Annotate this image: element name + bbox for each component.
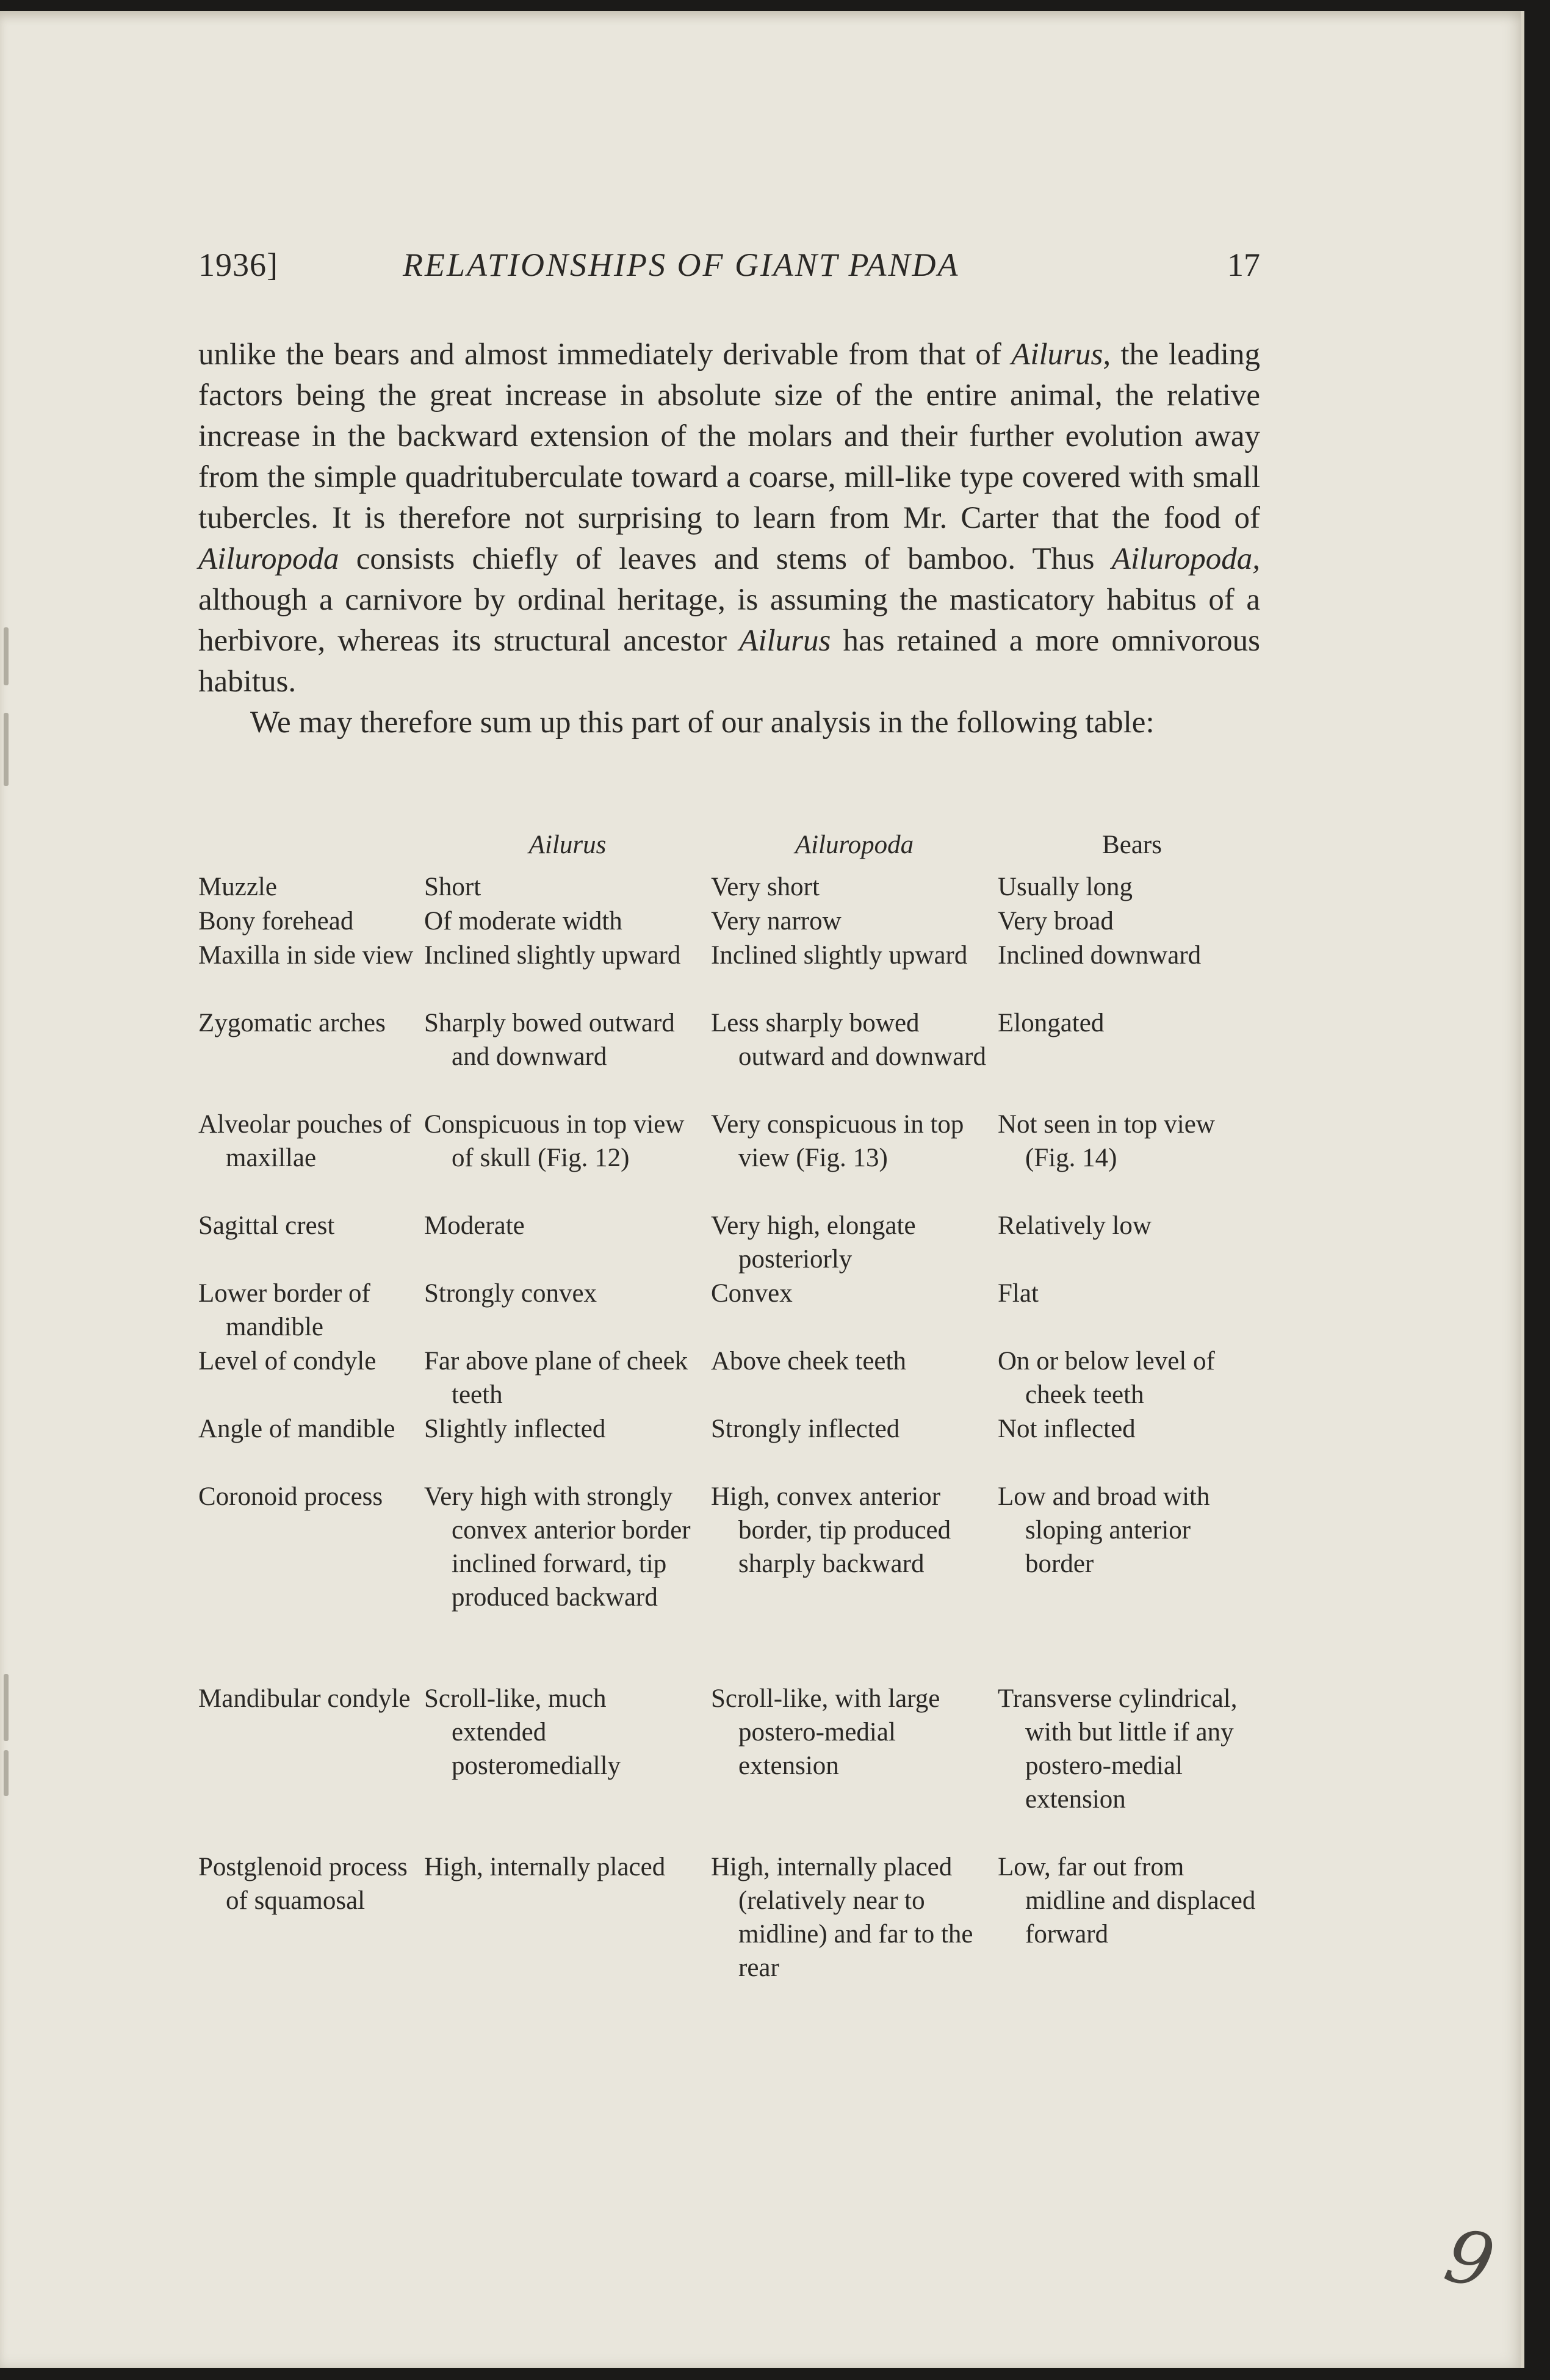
cell-text: Elongated	[998, 1009, 1105, 1037]
ailuropoda-cell	[711, 1412, 998, 1480]
bears-cell	[998, 939, 1266, 1006]
ailuropoda-cell	[711, 1344, 998, 1412]
bears-cell	[998, 1108, 1266, 1209]
page-edge	[1521, 11, 1524, 2368]
running-head	[198, 246, 1260, 289]
header-ailuropoda: Ailuropoda	[795, 831, 914, 859]
ailuropoda-cell	[711, 1480, 998, 1682]
ailurus-cell	[424, 870, 711, 904]
header-ailurus: Ailurus	[528, 831, 607, 859]
cell-text: Alveolar pouches of maxillae	[198, 1110, 411, 1172]
table-row	[198, 1480, 1266, 1682]
cell-text: Not inflected	[998, 1415, 1136, 1443]
ailuropoda-cell	[711, 870, 998, 904]
cell-text: Maxilla in side view	[198, 941, 414, 970]
paragraph-2: We may therefore sum up this part of our analysis in the following table:	[250, 705, 1155, 740]
table-row	[198, 1850, 1266, 1985]
character-cell	[198, 1480, 424, 1682]
ailurus-cell	[424, 1006, 711, 1108]
bears-cell	[998, 1850, 1266, 1985]
bears-cell	[998, 1209, 1266, 1277]
ailuropoda-cell	[711, 939, 998, 1006]
ailuropoda-cell	[711, 1277, 998, 1344]
cell-text: Usually long	[998, 873, 1133, 901]
cell-text: Inclined downward	[998, 941, 1202, 970]
pencil-annotation: 9	[1438, 2213, 1501, 2306]
cell-text: Low and broad with sloping anterior border	[998, 1482, 1210, 1578]
ailuropoda-cell	[711, 1006, 998, 1108]
page-number: 17	[1227, 247, 1260, 283]
cell-text: Conspicuous in top view of skull (Fig. 12)	[424, 1110, 685, 1172]
cell-text: Bony forehead	[198, 907, 354, 936]
ailurus-cell	[424, 1277, 711, 1344]
table-row	[198, 1277, 1266, 1344]
character-cell	[198, 1108, 424, 1209]
text-run: unlike the bears and almost immediately derivable from that of	[198, 337, 1012, 372]
bears-cell	[998, 1006, 1266, 1108]
cell-text: Mandibular condyle	[198, 1684, 411, 1713]
cell-text: Muzzle	[198, 873, 277, 901]
cell-text: Level of condyle	[198, 1347, 377, 1376]
cell-text: Very short	[711, 873, 820, 901]
character-cell	[198, 870, 424, 904]
ailurus-cell	[424, 1480, 711, 1682]
header-bears: Bears	[1102, 831, 1162, 859]
cell-text: Short	[424, 873, 481, 901]
ailurus-cell	[424, 1209, 711, 1277]
character-cell	[198, 1209, 424, 1277]
cell-text: Flat	[998, 1279, 1039, 1308]
body-text	[198, 334, 1260, 743]
ailurus-cell	[424, 1344, 711, 1412]
cell-text: Slightly inflected	[424, 1415, 606, 1443]
table-row	[198, 939, 1266, 1006]
book-page	[0, 11, 1524, 2368]
cell-text: Not seen in top view (Fig. 14)	[998, 1110, 1215, 1172]
bears-cell	[998, 1682, 1266, 1850]
character-cell	[198, 904, 424, 939]
table-row	[198, 1344, 1266, 1412]
cell-text: Very conspicuous in top view (Fig. 13)	[711, 1110, 964, 1172]
header-character	[198, 823, 424, 870]
comparison-table	[198, 823, 1266, 1985]
genus-name: Ailurus	[739, 624, 831, 658]
ailuropoda-cell	[711, 904, 998, 939]
bears-cell	[998, 1344, 1266, 1412]
table-row	[198, 1108, 1266, 1209]
cell-text: Less sharply bowed outward and downward	[711, 1009, 987, 1071]
binding-mark	[4, 1674, 9, 1741]
binding-mark	[4, 713, 9, 786]
text-run: consists chiefly of leaves and stems of bamboo. Thus	[339, 542, 1112, 576]
character-cell	[198, 1344, 424, 1412]
ailuropoda-cell	[711, 1682, 998, 1850]
table-row	[198, 1412, 1266, 1480]
text-run: has retained a more omnivorous habitus.	[198, 624, 1261, 699]
cell-text: Very high with strongly convex anterior border inclined forward, tip produced backward	[424, 1482, 691, 1612]
cell-text: Moderate	[424, 1211, 525, 1240]
ailurus-cell	[424, 1850, 711, 1985]
cell-text: Above cheek teeth	[711, 1347, 906, 1376]
cell-text: High, convex anterior border, tip produced sharply backward	[711, 1482, 951, 1578]
cell-text: Postglenoid process of squamosal	[198, 1853, 408, 1915]
cell-text: Coronoid process	[198, 1482, 383, 1511]
cell-text: High, internally placed (relatively near to midline) and far to the rear	[711, 1853, 973, 1982]
ailuropoda-cell	[711, 1209, 998, 1277]
cell-text: Sharply bowed outward and downward	[424, 1009, 675, 1071]
cell-text: Convex	[711, 1279, 793, 1308]
character-cell	[198, 1277, 424, 1344]
ailuropoda-cell	[711, 1108, 998, 1209]
ailuropoda-cell	[711, 1850, 998, 1985]
character-cell	[198, 1006, 424, 1108]
genus-name: Ailurus,	[1011, 337, 1111, 372]
cell-text: Scroll-like, much extended posteromedially	[424, 1684, 621, 1780]
bears-cell	[998, 870, 1266, 904]
ailurus-cell	[424, 1108, 711, 1209]
character-cell	[198, 1412, 424, 1480]
cell-text: Lower border of mandible	[198, 1279, 370, 1341]
table-row	[198, 904, 1266, 939]
cell-text: Inclined slightly upward	[711, 941, 968, 970]
text-run: the leading factors being the great increase in absolute size of the entire animal, the relative increase in the backward extension of the molars and their further evolution away from the simple quadrituberculate toward a coarse, mill-like type covered with small tubercles. It is therefore not surprising to learn from Mr. Carter that the food of	[198, 337, 1261, 535]
genus-name: Ailuropoda,	[1111, 542, 1260, 576]
cell-text: Very narrow	[711, 907, 842, 936]
table-row	[198, 1006, 1266, 1108]
cell-text: Low, far out from midline and displaced forward	[998, 1853, 1256, 1949]
table-row	[198, 1682, 1266, 1850]
character-cell	[198, 1850, 424, 1985]
running-head-year: 1936]	[198, 247, 278, 283]
cell-text: Transverse cylindrical, with but little if any postero-medial extension	[998, 1684, 1238, 1814]
cell-text: Far above plane of cheek teeth	[424, 1347, 688, 1409]
bears-cell	[998, 1277, 1266, 1344]
ailurus-cell	[424, 1682, 711, 1850]
bears-cell	[998, 904, 1266, 939]
cell-text: Angle of mandible	[198, 1415, 395, 1443]
binding-mark	[4, 627, 9, 685]
cell-text: High, internally placed	[424, 1853, 666, 1881]
table-row	[198, 1209, 1266, 1277]
table-header-row	[198, 823, 1266, 870]
text-run: although a carnivore by ordinal heritage, is assuming the masticatory habitus of a herbivore, whereas its structural ancestor	[198, 583, 1260, 658]
table-body	[198, 870, 1266, 1985]
bears-cell	[998, 1412, 1266, 1480]
cell-text: Strongly convex	[424, 1279, 597, 1308]
bears-cell	[998, 1480, 1266, 1682]
cell-text: Strongly inflected	[711, 1415, 900, 1443]
cell-text: On or below level of cheek teeth	[998, 1347, 1215, 1409]
genus-name: Ailuropoda	[198, 542, 339, 576]
ailurus-cell	[424, 939, 711, 1006]
cell-text: Of moderate width	[424, 907, 622, 936]
ailurus-cell	[424, 1412, 711, 1480]
cell-text: Inclined slightly upward	[424, 941, 681, 970]
ailurus-cell	[424, 904, 711, 939]
character-cell	[198, 939, 424, 1006]
cell-text: Zygomatic arches	[198, 1009, 386, 1037]
paragraph-1	[198, 334, 1260, 702]
cell-text: Sagittal crest	[198, 1211, 335, 1240]
cell-text: Relatively low	[998, 1211, 1152, 1240]
running-head-title: RELATIONSHIPS OF GIANT PANDA	[403, 247, 960, 283]
cell-text: Very broad	[998, 907, 1114, 936]
binding-mark	[4, 1750, 9, 1796]
table-row	[198, 870, 1266, 904]
character-cell	[198, 1682, 424, 1850]
cell-text: Scroll-like, with large postero-medial extension	[711, 1684, 940, 1780]
cell-text: Very high, elongate posteriorly	[711, 1211, 916, 1274]
